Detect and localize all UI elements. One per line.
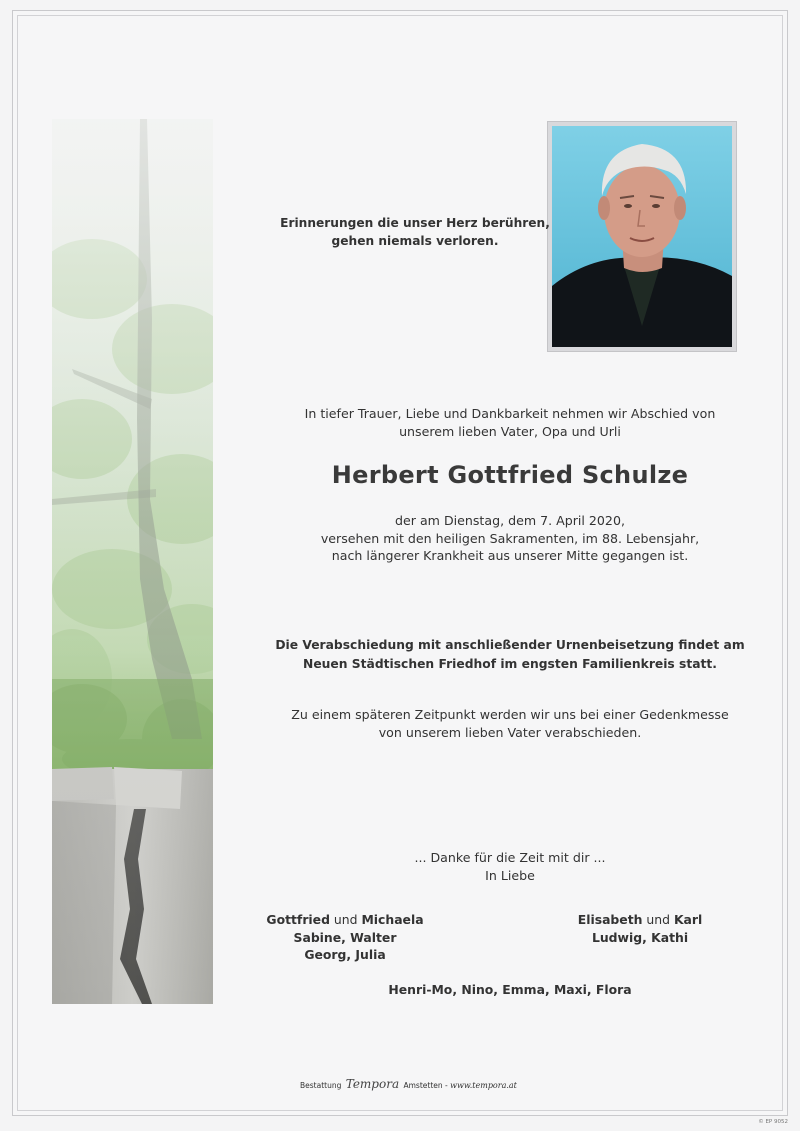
ceremony-notice (245, 636, 775, 674)
quote-line: gehen niemals verloren. (331, 234, 499, 248)
thanks-line: In Liebe (485, 868, 535, 883)
portrait-photo (547, 121, 737, 352)
family-line: Sabine, Walter (293, 929, 397, 945)
tempora-logo: Tempora (345, 1077, 400, 1091)
quote-line: Erinnerungen die unser Herz berühren, (280, 216, 550, 230)
family-line: Gottfried und Michaela (266, 912, 424, 927)
ceremony-line: Neuen Städtischen Friedhof im engsten Familienkreis statt. (303, 657, 717, 671)
memorial-mass-notice (245, 706, 775, 742)
deceased-name: Herbert Gottfried Schulze (331, 461, 689, 489)
intro-line: unserem lieben Vater, Opa und Urli (399, 424, 621, 439)
family-line: Elisabeth und Karl (577, 912, 703, 927)
intro-line: In tiefer Trauer, Liebe und Dankbarkeit nehmen wir Abschied von (304, 406, 716, 421)
details-line: der am Dienstag, dem 7. April 2020, (395, 513, 625, 528)
family-line: Georg, Julia (304, 947, 386, 962)
details-line: versehen mit den heiligen Sakramenten, im 88. Lebensjahr, (320, 530, 700, 546)
thanks-text (260, 849, 760, 885)
details-line: nach längerer Krankheit aus unserer Mitte gegangen ist. (331, 548, 689, 563)
family-line: Ludwig, Kathi (591, 929, 689, 945)
product-code: © EP 9052 (758, 1119, 788, 1125)
forest-image-strip (52, 119, 213, 1004)
death-details (260, 512, 760, 565)
later-line: von unserem lieben Vater verabschieden. (378, 725, 642, 740)
undertaker-footer: Bestattung Tempora Amstetten - www.tempora.at (300, 1077, 517, 1091)
family-left (235, 911, 455, 964)
ceremony-line: Die Verabschiedung mit anschließender Urnenbeisetzung findet am (275, 638, 745, 652)
memorial-quote (280, 214, 550, 250)
family-right (530, 911, 750, 946)
thanks-line: ... Danke für die Zeit mit dir ... (414, 850, 606, 865)
later-line: Zu einem späteren Zeitpunkt werden wir uns bei einer Gedenkmesse (291, 707, 729, 722)
family-bottom: Henri-Mo, Nino, Emma, Maxi, Flora (388, 982, 632, 997)
intro-text (260, 405, 760, 441)
